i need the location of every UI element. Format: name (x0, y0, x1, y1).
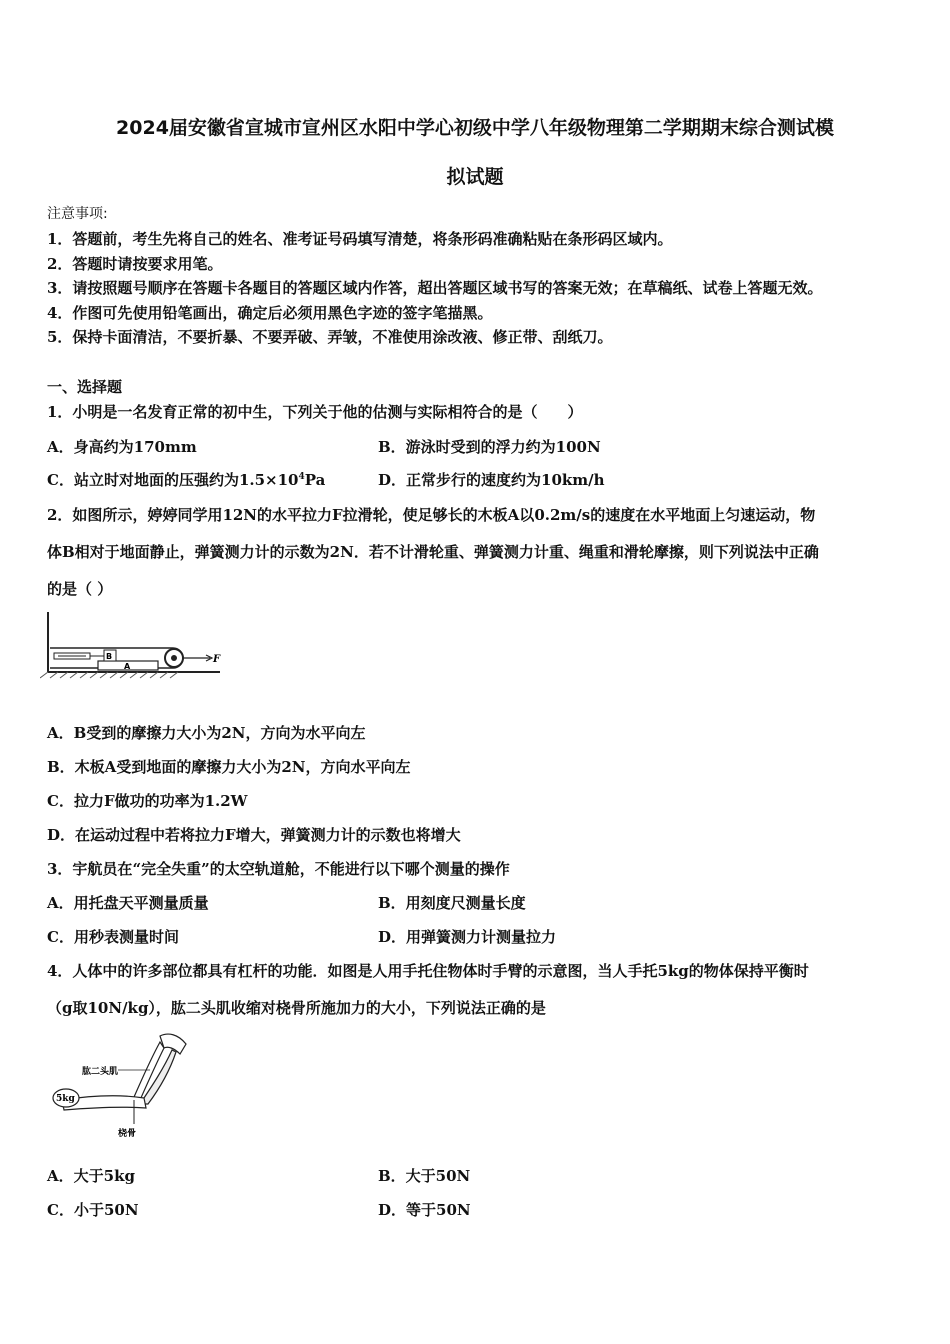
block-b-label: B (106, 652, 113, 661)
q2-stem-line3: 的是（ ） (47, 580, 113, 598)
q1-stem: 1．小明是一名发育正常的初中生，下列关于他的估测与实际相符合的是（ ） (47, 403, 583, 421)
page-title-line1: 2024届安徽省宣城市宣州区水阳中学心初级中学八年级物理第二学期期末综合测试模 (116, 117, 834, 139)
notes-heading: 注意事项: (47, 206, 108, 222)
q3-option-c: C．用秒表测量时间 (47, 928, 179, 946)
q3-option-a: A．用托盘天平测量质量 (47, 894, 209, 912)
note-item-2: 2．答题时请按要求用笔。 (47, 255, 223, 273)
q3-option-d: D．用弹簧测力计测量拉力 (378, 928, 557, 946)
note-item-1: 1．答题前，考生先将自己的姓名、准考证号码填写清楚，将条形码准确粘贴在条形码区域内。 (47, 230, 673, 248)
biceps-label: 肱二头肌 (82, 1067, 119, 1077)
page-title-line2: 拟试题 (446, 166, 504, 188)
q2-stem-line1: 2．如图所示，婷婷同学用12N的水平拉力F拉滑轮，使足够长的木板A以0.2m/s的速度在水平地面上匀速运动，物 (47, 506, 816, 524)
section-heading: 一、选择题 (47, 378, 123, 396)
q4-stem-line1: 4．人体中的许多部位都具有杠杆的功能．如图是人用手托住物体时手臂的示意图，当人手托5kg的物体保持平衡时 (47, 962, 809, 980)
q2-option-c: C．拉力F做功的功率为1.2W (47, 792, 248, 810)
q4-stem-line2: （g取10N/kg），肱二头肌收缩对桡骨所施加力的大小，下列说法正确的是 (47, 999, 546, 1017)
q4-option-a: A．大于5kg (47, 1167, 135, 1185)
force-f-label: F (213, 654, 221, 665)
q1-option-b: B．游泳时受到的浮力约为100N (378, 438, 601, 456)
q2-stem-line2: 体B相对于地面静止，弹簧测力计的示数为2N．若不计滑轮重、弹簧测力计重、绳重和滑轮摩擦，则下列说法中正确 (47, 543, 819, 561)
pulley-figure (40, 610, 230, 685)
weight-label: 5kg (56, 1094, 75, 1104)
note-item-3: 3．请按照题号顺序在答题卡各题目的答题区域内作答，超出答题区域书写的答案无效；在草稿纸、试卷上答题无效。 (47, 279, 823, 297)
q4-option-b: B．大于50N (378, 1167, 471, 1185)
q4-option-d: D．等于50N (378, 1201, 471, 1219)
note-item-4: 4．作图可先使用铅笔画出，确定后必须用黑色字迹的签字笔描黑。 (47, 304, 493, 322)
q1-option-d: D．正常步行的速度约为10km/h (378, 471, 605, 489)
q2-option-a: A．B受到的摩擦力大小为2N，方向为水平向左 (47, 724, 366, 742)
q4-option-c: C．小于50N (47, 1201, 139, 1219)
q1-option-a: A．身高约为170mm (47, 438, 197, 456)
q2-option-b: B．木板A受到地面的摩擦力大小为2N，方向水平向左 (47, 758, 411, 776)
q1-option-c-unit: Pa (304, 471, 326, 489)
q3-stem: 3．宇航员在“完全失重”的太空轨道舱，不能进行以下哪个测量的操作 (47, 860, 510, 878)
q1-option-c-exponent: 4 (298, 472, 305, 482)
radius-bone-label: 桡骨 (118, 1129, 137, 1139)
note-item-5: 5．保持卡面清洁，不要折暴、不要弄破、弄皱，不准使用涂改液、修正带、刮纸刀。 (47, 328, 613, 346)
arm-lever-figure (48, 1030, 198, 1142)
q2-option-d: D．在运动过程中若将拉力F增大，弹簧测力计的示数也将增大 (47, 826, 461, 844)
q1-option-c (47, 469, 325, 490)
q3-option-b: B．用刻度尺测量长度 (378, 894, 526, 912)
q1-option-c-text: C．站立时对地面的压强约为1.5×10 (47, 471, 299, 489)
board-a-label: A (124, 662, 131, 671)
